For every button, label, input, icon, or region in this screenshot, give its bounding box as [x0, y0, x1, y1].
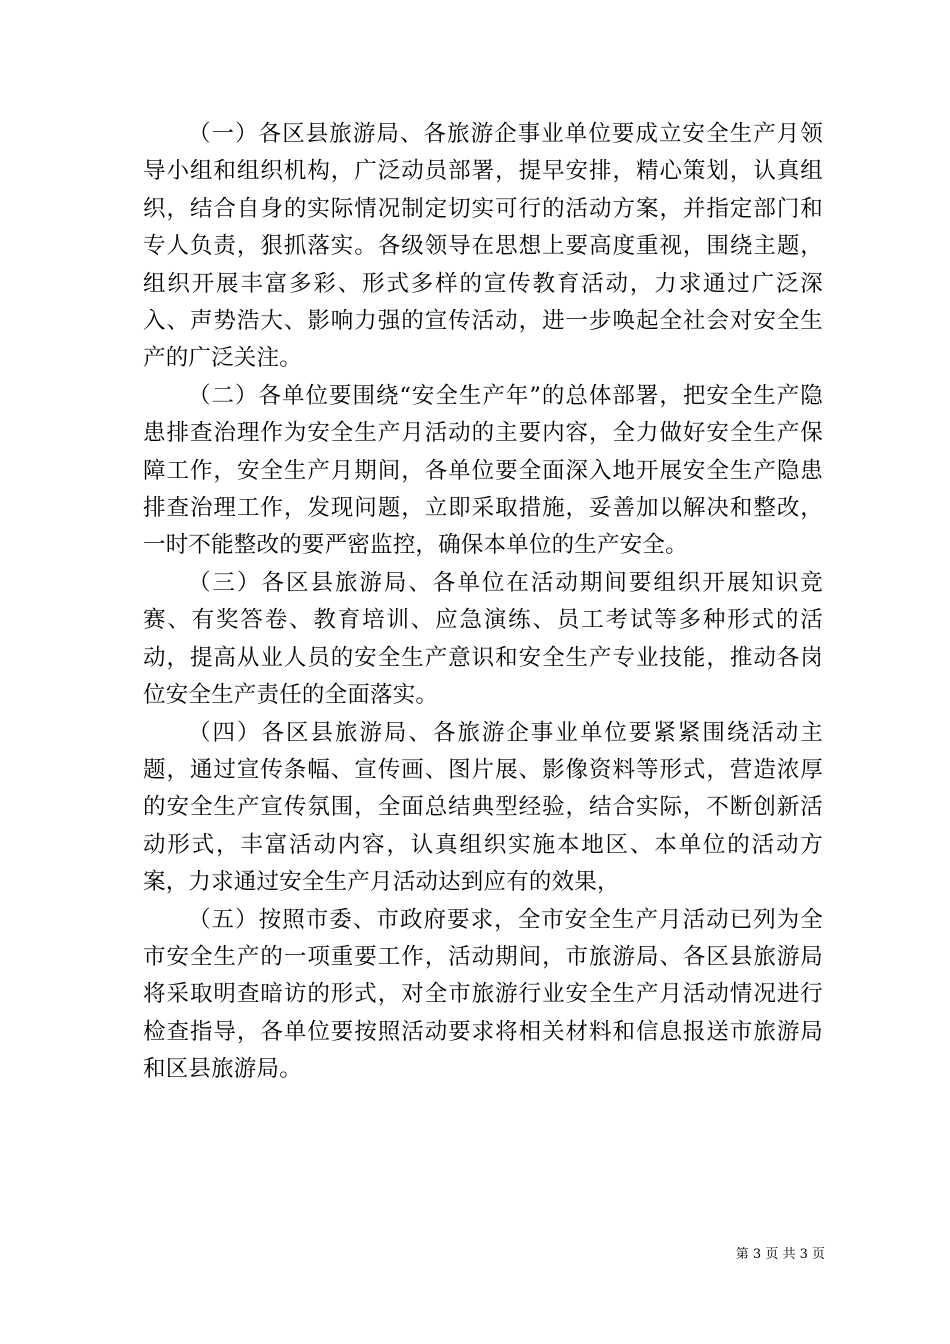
paragraph-5: （五）按照市委、市政府要求，全市安全生产月活动已列为全市安全生产的一项重要工作，活动期间，市旅游局、各区县旅游局将采取明查暗访的形式，对全市旅游行业安全生产月活动情况进行检查指导，各单位要按照活动要求将相关材料和信息报送市旅游局和区县旅游局。 [143, 906, 823, 1083]
paragraph-2: （二）各单位要围绕“安全生产年”的总体部署，把安全生产隐患排查治理作为安全生产月活动的主要内容，全力做好安全生产保障工作，安全生产月期间，各单位要全面深入地开展安全生产隐患排查治理工作，发现问题，立即采取措施，妥善加以解决和整改，一时不能整改的要严密监控，确保本单位的生产安全。 [143, 382, 823, 559]
paragraph-3: （三）各区县旅游局、各单位在活动期间要组织开展知识竞赛、有奖答卷、教育培训、应急演练、员工考试等多种形式的活动，提高从业人员的安全生产意识和安全生产专业技能，推动各岗位安全生产责任的全面落实。 [143, 569, 823, 709]
page-number-footer: 第 3 页 共 3 页 [735, 1247, 825, 1262]
paragraph-1: （一）各区县旅游局、各旅游企事业单位要成立安全生产月领导小组和组织机构，广泛动员部署，提早安排，精心策划，认真组织，结合自身的实际情况制定切实可行的活动方案，并指定部门和专人负责，狠抓落实。各级领导在思想上要高度重视，围绕主题，组织开展丰富多彩、形式多样的宣传教育活动，力求通过广泛深入、声势浩大、影响力强的宣传活动，进一步唤起全社会对安全生产的广泛关注。 [143, 121, 823, 372]
document-body [143, 116, 823, 1089]
paragraph-4: （四）各区县旅游局、各旅游企事业单位要紧紧围绕活动主题，通过宣传条幅、宣传画、图片展、影像资料等形式，营造浓厚的安全生产宣传氛围，全面总结典型经验，结合实际，不断创新活动形式，丰富活动内容，认真组织实施本地区、本单位的活动方案，力求通过安全生产月活动达到应有的效果， [143, 719, 823, 896]
